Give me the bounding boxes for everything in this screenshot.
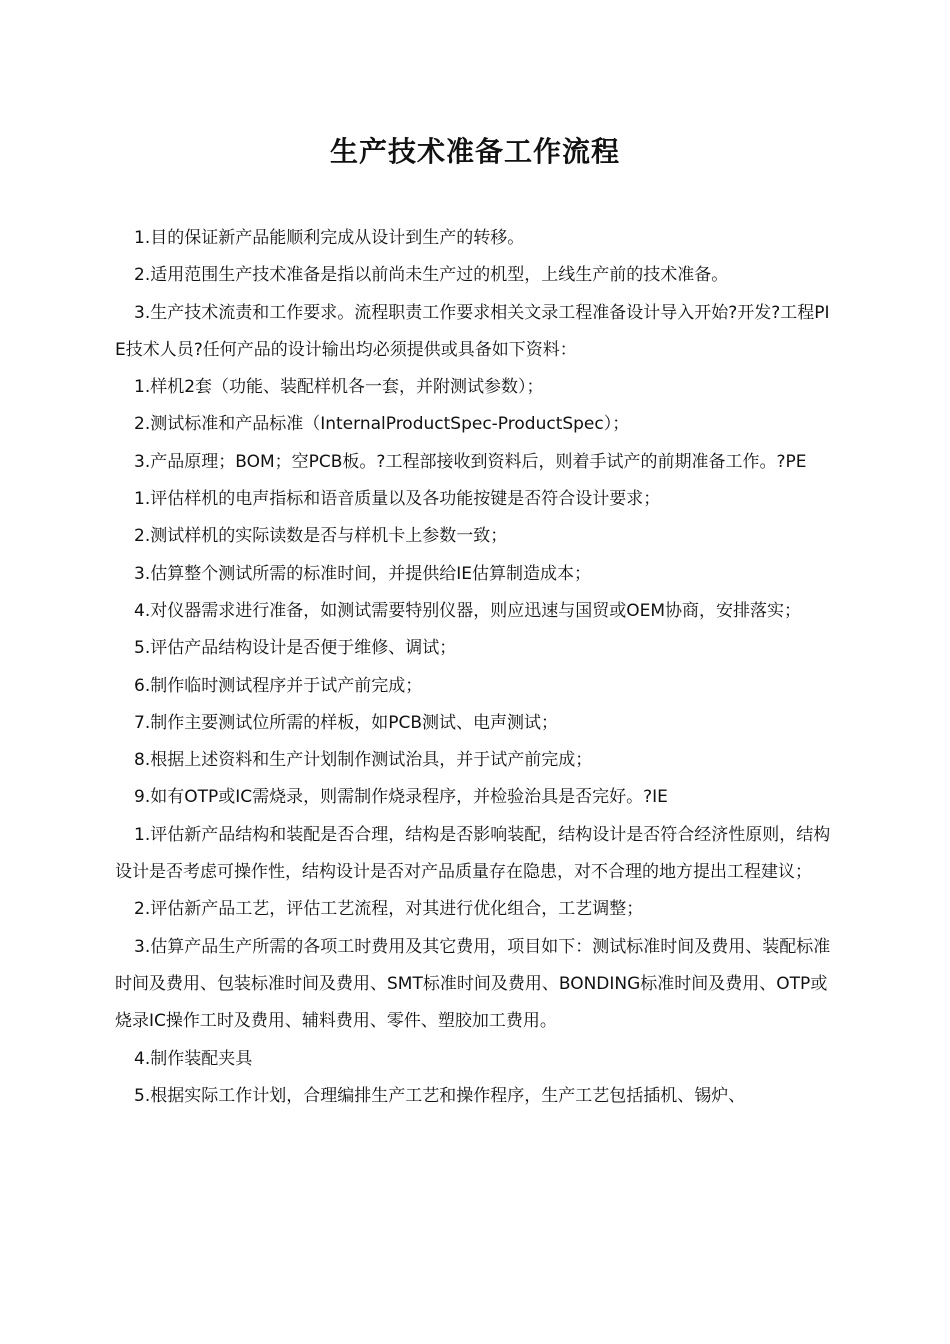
paragraph: 3.生产技术流责和工作要求。流程职责工作要求相关文录工程准备设计导入开始?开发?工程PIE技术人员?任何产品的设计输出均必须提供或具备如下资料： [115,302,830,360]
paragraph: 1.目的保证新产品能顺利完成从设计到生产的转移。 [134,228,525,248]
paragraph: 3.产品原理；BOM；空PCB板。?工程部接收到资料后，则着手试产的前期准备工作。?PE [134,451,807,472]
document-body [115,220,840,1115]
paragraph: 2.适用范围生产技术准备是指以前尚未生产过的机型，上线生产前的技术准备。 [134,265,729,286]
paragraph: 2.评估新产品工艺，评估工艺流程，对其进行优化组合，工艺调整； [134,899,644,920]
paragraph: 1.评估新产品结构和装配是否合理，结构是否影响装配，结构设计是否符合经济性原则，结构设计是否考虑可操作性，结构设计是否对产品质量存在隐患，对不合理的地方提出工程建议； [115,824,831,883]
paragraph: 8.根据上述资料和生产计划制作测试治具，并于试产前完成； [134,750,593,771]
document-title: 生产技术准备工作流程 [329,135,620,168]
paragraph: 2.测试样机的实际读数是否与样机卡上参数一致； [134,526,508,547]
paragraph: 2.测试标准和产品标准（InternalProductSpec-ProductSpec）； [134,414,630,435]
paragraph: 5.根据实际工作计划，合理编排生产工艺和操作程序，生产工艺包括插机、锡炉、 [134,1085,746,1106]
paragraph: 1.评估样机的电声指标和语音质量以及各功能按键是否符合设计要求； [134,489,661,510]
paragraph: 1.样机2套（功能、装配样机各一套，并附测试参数）； [134,377,544,398]
paragraph: 5.评估产品结构设计是否便于维修、调试； [134,638,457,659]
paragraph: 3.估算整个测试所需的标准时间，并提供给IE估算制造成本； [134,563,591,584]
paragraph: 9.如有OTP或IC需烧录，则需制作烧录程序，并检验治具是否完好。?IE [134,787,668,808]
paragraph: 7.制作主要测试位所需的样板，如PCB测试、电声测试； [134,712,559,733]
paragraph: 6.制作临时测试程序并于试产前完成； [134,675,423,696]
paragraph: 3.估算产品生产所需的各项工时费用及其它费用，项目如下：测试标准时间及费用、装配标准时间及费用、包装标准时间及费用、SMT标准时间及费用、BONDING标准时间及费用、OTP或烧录IC操作工时及费用、辅料费用、零件、塑胶加工费用。 [115,936,831,1032]
paragraph: 4.制作装配夹具 [134,1048,253,1069]
paragraph: 4.对仪器需求进行准备，如测试需要特别仪器，则应迅速与国贸或OEM协商，安排落实； [134,600,802,621]
